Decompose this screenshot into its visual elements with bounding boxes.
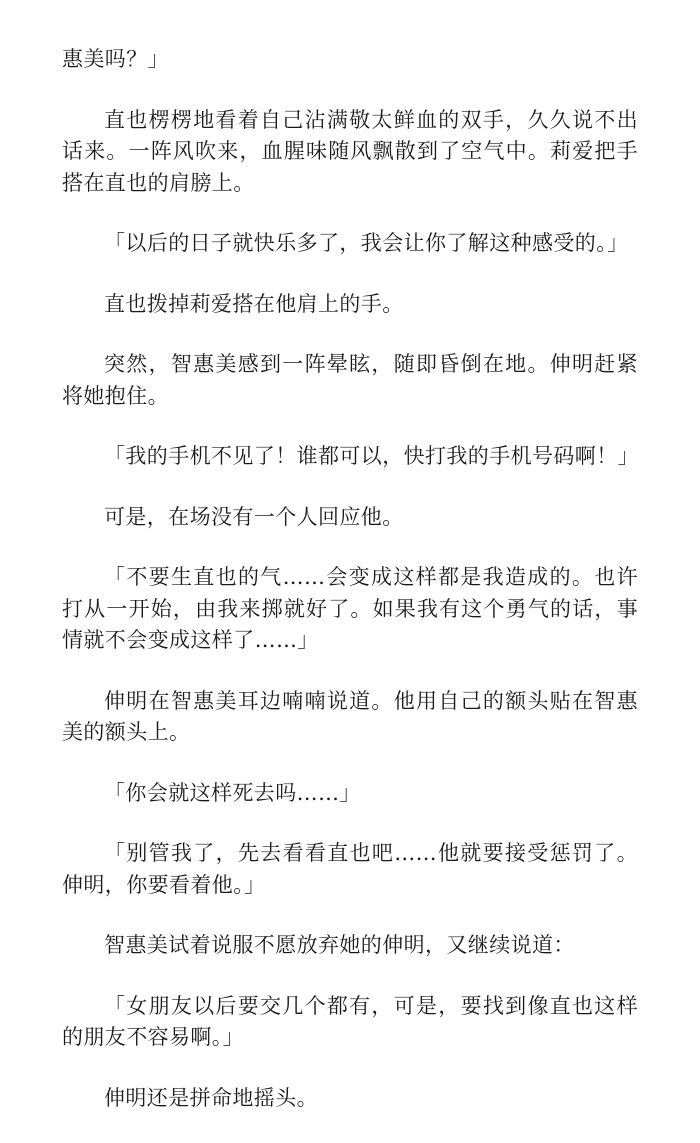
book-page — [62, 44, 638, 1143]
paragraph: 突然，智惠美感到一阵晕眩，随即昏倒在地。伸明赶紧将她抱住。 — [62, 352, 638, 408]
dialogue-paragraph: 「别管我了，先去看看直也吧……他就要接受惩罚了。伸明，你要看着他。」 — [62, 841, 638, 897]
paragraph: 伸明在智惠美耳边喃喃说道。他用自己的额头贴在智惠美的额头上。 — [62, 688, 638, 744]
dialogue-paragraph: 「不要生直也的气……会变成这样都是我造成的。也许打从一开始，由我来掷就好了。如果我有这个勇气的话，事情就不会变成这样了……」 — [62, 565, 638, 652]
dialogue-paragraph: 「我的手机不见了！谁都可以，快打我的手机号码啊！」 — [104, 444, 639, 468]
dialogue-paragraph: 「你会就这样死去吗……」 — [104, 780, 361, 805]
paragraph: 直也楞楞地看着自己沾满敬太鲜血的双手，久久说不出话来。一阵风吹来，血腥味随风飘散到了空气中。莉爱把手搭在直也的肩膀上。 — [62, 107, 638, 195]
dialogue-paragraph: 「以后的日子就快乐多了，我会让你了解这种感受的。」 — [104, 231, 629, 255]
paragraph-continuation: 惠美吗？」 — [62, 47, 169, 71]
dialogue-paragraph: 「女朋友以后要交几个都有，可是，要找到像直也这样的朋友不容易啊。」 — [62, 993, 638, 1049]
paragraph: 可是，在场没有一个人回应他。 — [104, 504, 404, 529]
paragraph: 伸明还是拼命地摇头。 — [104, 1085, 318, 1110]
paragraph: 直也拨掉莉爱搭在他肩上的手。 — [104, 291, 404, 316]
paragraph: 智惠美试着说服不愿放弃她的伸明，又继续说道： — [104, 933, 575, 957]
